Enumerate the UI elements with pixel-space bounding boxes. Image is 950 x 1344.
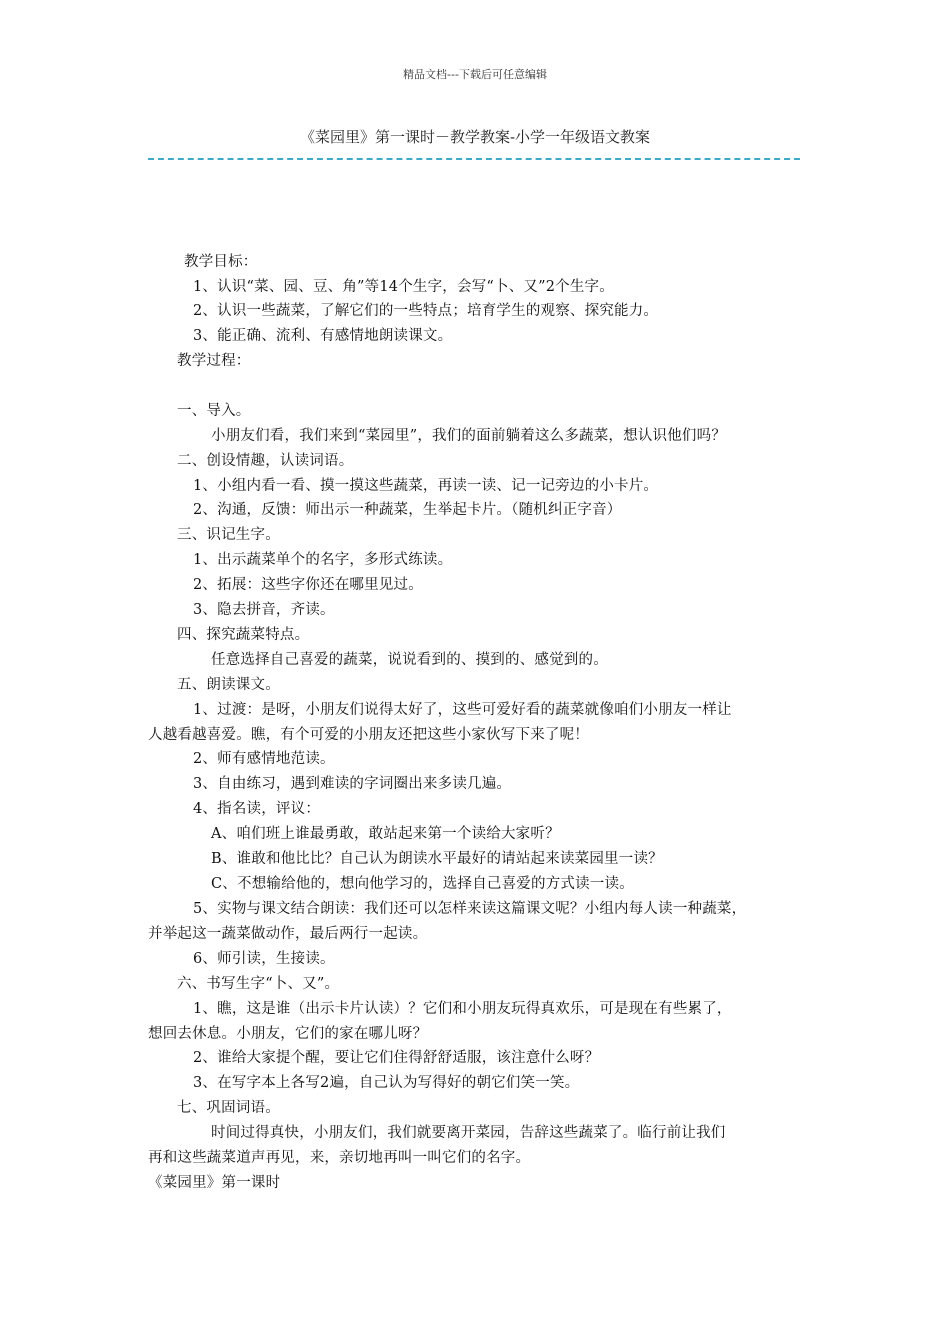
- objective-item: 3、能正确、流利、有感情地朗读课文。: [193, 328, 453, 344]
- list-item: 3、自由练习，遇到难读的字词圈出来多读几遍。: [193, 776, 512, 792]
- list-item: 2、师有感情地范读。: [193, 751, 335, 767]
- list-item-continuation: 并举起这一蔬菜做动作，最后两行一起读。: [148, 926, 428, 942]
- paragraph-line: 时间过得真快，小朋友们，我们就要离开菜园，告辞这些蔬菜了。临行前让我们: [211, 1125, 726, 1141]
- sub-item: A、咱们班上谁最勇敢，敢站起来第一个读给大家听？: [211, 826, 560, 842]
- document-footer-title: 《菜园里》第一课时: [148, 1175, 281, 1191]
- section-heading: 教学目标：: [184, 254, 258, 270]
- document-header: 精品文档---下载后可任意编辑: [403, 68, 547, 81]
- title-divider: [148, 158, 800, 160]
- list-item: 1、过渡：是呀，小朋友们说得太好了，这些可爱好看的蔬菜就像咱们小朋友一样让: [193, 702, 732, 718]
- list-item-continuation: 人越看越喜爱。瞧，有个可爱的小朋友还把这些小家伙写下来了呢！: [148, 727, 589, 743]
- step-heading: 二、创设情趣，认读词语。: [177, 453, 354, 469]
- step-heading: 六、书写生字“卜、又”。: [177, 976, 340, 992]
- step-heading: 四、探究蔬菜特点。: [177, 627, 310, 643]
- document-title: 《菜园里》第一课时－教学教案-小学一年级语文教案: [299, 128, 651, 146]
- list-item: 2、沟通，反馈：师出示一种蔬菜，生举起卡片。（随机纠正字音）: [193, 502, 622, 518]
- step-heading: 一、导入。: [177, 403, 251, 419]
- objective-item: 1、认识“菜、园、豆、角”等14个生字，会写“卜、又”2个生字。: [193, 279, 614, 295]
- list-item: 1、小组内看一看、摸一摸这些蔬菜，再读一读、记一记旁边的小卡片。: [193, 478, 659, 494]
- paragraph-continuation: 再和这些蔬菜道声再见，来，亲切地再叫一叫它们的名字。: [148, 1150, 531, 1166]
- sub-item: B、谁敢和他比比？自己认为朗读水平最好的请站起来读菜园里一读？: [211, 851, 663, 867]
- list-item: 1、出示蔬菜单个的名字，多形式练读。: [193, 552, 453, 568]
- list-item: 2、拓展：这些字你还在哪里见过。: [193, 577, 423, 593]
- step-heading: 五、朗读课文。: [177, 677, 280, 693]
- list-item: 1、瞧，这是谁（出示卡片认读）？它们和小朋友玩得真欢乐，可是现在有些累了，: [193, 1001, 732, 1017]
- list-item-continuation: 想回去休息。小朋友，它们的家在哪儿呀？: [148, 1026, 428, 1042]
- paragraph-line: 任意选择自己喜爱的蔬菜，说说看到的、摸到的、感觉到的。: [211, 652, 608, 668]
- paragraph-line: 小朋友们看，我们来到“菜园里”，我们的面前躺着这么多蔬菜，想认识他们吗？: [211, 428, 727, 444]
- list-item: 6、师引读，生接读。: [193, 951, 335, 967]
- objective-item: 2、认识一些蔬菜，了解它们的一些特点；培育学生的观察、探究能力。: [193, 303, 659, 319]
- section-heading: 教学过程：: [177, 353, 251, 369]
- step-heading: 七、巩固词语。: [177, 1100, 280, 1116]
- list-item: 5、实物与课文结合朗读：我们还可以怎样来读这篇课文呢？小组内每人读一种蔬菜，: [193, 901, 747, 917]
- sub-item: C、不想输给他的，想向他学习的，选择自己喜爱的方式读一读。: [211, 876, 634, 892]
- list-item: 3、隐去拼音，齐读。: [193, 602, 335, 618]
- list-item: 2、谁给大家提个醒，要让它们住得舒舒适服，该注意什么呀？: [193, 1050, 600, 1066]
- list-item: 4、指名读，评议：: [193, 801, 321, 817]
- step-heading: 三、识记生字。: [177, 527, 280, 543]
- list-item: 3、在写字本上各写2遍，自己认为写得好的朝它们笑一笑。: [193, 1075, 580, 1091]
